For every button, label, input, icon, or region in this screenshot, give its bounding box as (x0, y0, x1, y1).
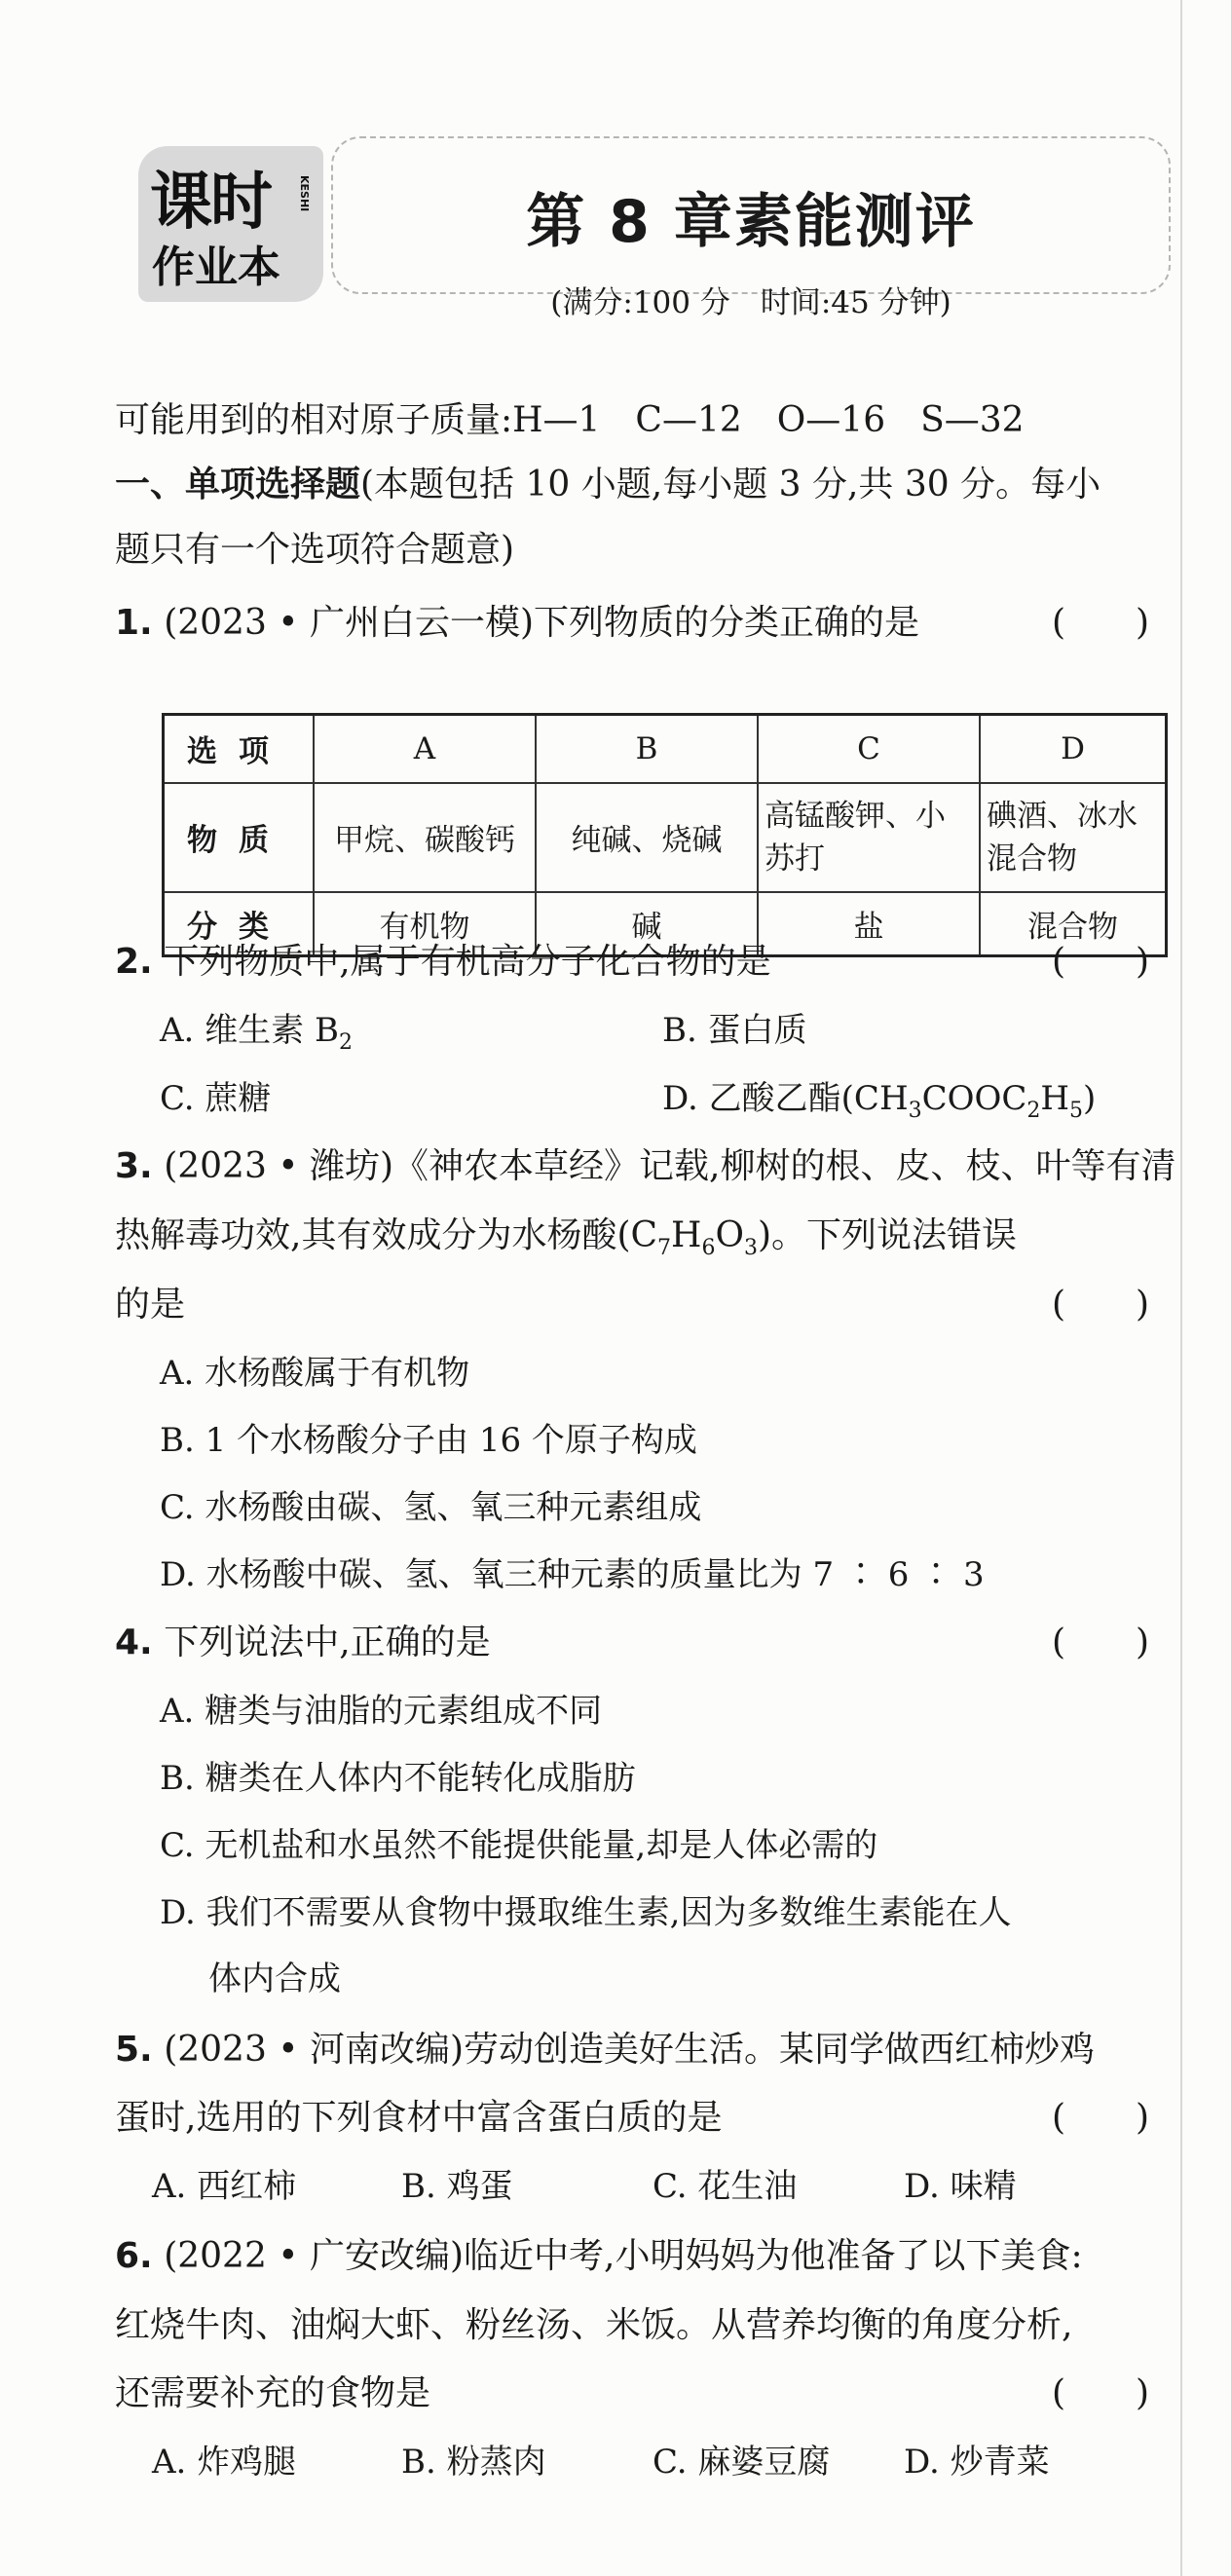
option-d: D. 炒青菜 (904, 2443, 1050, 2482)
question-text-cont: 的是 (115, 1285, 186, 1325)
section-heading: 一、单项选择题 (115, 465, 361, 504)
question-text: (2023 • 潍坊)《神农本草经》记载,柳树的根、皮、枝、叶等有清 (164, 1146, 1176, 1186)
option-a: A. 水杨酸属于有机物 (160, 1354, 470, 1393)
option-a: A. 糖类与油脂的元素组成不同 (160, 1692, 603, 1731)
table-header-cell: 分类 (164, 892, 315, 956)
table-cell: A (314, 715, 536, 783)
option-d (662, 1079, 1096, 1131)
answer-blank-4: ( ) (1052, 1623, 1150, 1662)
section-heading-line (115, 466, 1100, 504)
question-text: 下列物质中,属于有机高分子化合物的是 (164, 942, 771, 982)
logo-line2: 作业本 (152, 243, 280, 292)
question-text-cont (115, 1216, 1017, 1268)
question-4 (115, 1624, 491, 1662)
option-a (160, 1011, 353, 1063)
table-cell: C (758, 715, 980, 783)
question-text: (2023 • 河南改编)劳动创造美好生活。某同学做西红柿炒鸡 (164, 2030, 1096, 2070)
table-cell: 混合物 (980, 892, 1167, 956)
table-cell: 碘酒、冰水混合物 (980, 783, 1167, 892)
option-text: H (1040, 1079, 1070, 1118)
subscript: 3 (908, 1098, 922, 1123)
question-text: 下列说法中,正确的是 (164, 1623, 491, 1662)
option-b: B. 粉蒸肉 (401, 2443, 546, 2482)
question-text-cont: 红烧牛肉、油焖大虾、粉丝汤、米饭。从营养均衡的角度分析, (115, 2305, 1073, 2345)
question-number: 5. (115, 2030, 153, 2070)
subscript: 6 (701, 1236, 716, 1261)
question-1 (115, 604, 919, 643)
section-desc: (本题包括 10 小题,每小题 3 分,共 30 分。每小 (360, 465, 1101, 504)
question-3 (115, 1147, 1175, 1186)
option-text: D. 乙酸乙酯(CH (662, 1079, 909, 1118)
question-text-cont: 还需要补充的食物是 (115, 2373, 431, 2413)
option-text: A. 维生素 B (160, 1011, 339, 1050)
question-text: (2023 • 广州白云一模)下列物质的分类正确的是 (164, 603, 920, 643)
option-text: COOC (921, 1079, 1027, 1118)
option-c: C. 麻婆豆腐 (653, 2443, 831, 2482)
subscript: 2 (1026, 1098, 1041, 1123)
section-desc-cont: 题只有一个选项符合题意) (115, 530, 515, 570)
question-number: 6. (115, 2236, 153, 2276)
table-cell: 碱 (536, 892, 758, 956)
table-header-cell: 选项 (164, 715, 315, 783)
option-d-cont: 体内合成 (208, 1960, 341, 1998)
page-title: 第 8 章素能测评 (526, 188, 976, 256)
option-d: D. 味精 (904, 2167, 1017, 2206)
question-text: O (715, 1215, 744, 1255)
question-text-cont: 蛋时,选用的下列食材中富含蛋白质的是 (115, 2098, 723, 2138)
option-c: C. 花生油 (653, 2167, 798, 2206)
table-cell: 甲烷、碳酸钙 (314, 783, 536, 892)
question-text: )。下列说法错误 (757, 1215, 1018, 1255)
table-row (164, 715, 1167, 783)
option-c: C. 无机盐和水虽然不能提供能量,却是人体必需的 (160, 1826, 878, 1865)
question-text: H (671, 1215, 702, 1255)
table-cell: 盐 (758, 892, 980, 956)
subscript: 5 (1069, 1098, 1084, 1123)
q1-table (162, 713, 1168, 957)
atomic-masses: 可能用到的相对原子质量:H—1 C—12 O—16 S—32 (115, 400, 1025, 440)
question-6 (115, 2237, 1083, 2276)
question-number: 4. (115, 1623, 153, 1662)
subscript: 7 (657, 1236, 672, 1261)
answer-blank-6: ( ) (1052, 2373, 1150, 2413)
margin-line (1180, 0, 1182, 2576)
option-a: A. 西红柿 (152, 2167, 297, 2206)
answer-blank-5: ( ) (1052, 2098, 1150, 2138)
table-header-cell: 物质 (164, 783, 315, 892)
table-cell: B (536, 715, 758, 783)
answer-blank-1: ( ) (1052, 603, 1150, 643)
option-b: B. 1 个水杨酸分子由 16 个原子构成 (160, 1421, 697, 1460)
option-b: B. 蛋白质 (662, 1011, 807, 1050)
option-c: C. 水杨酸由碳、氢、氧三种元素组成 (160, 1488, 702, 1527)
question-number: 1. (115, 603, 153, 643)
table-cell: D (980, 715, 1167, 783)
option-a: A. 炸鸡腿 (152, 2443, 297, 2482)
question-text: 热解毒功效,其有效成分为水杨酸(C (115, 1215, 658, 1255)
answer-blank-2: ( ) (1052, 942, 1150, 982)
logo-line1: 课时 (150, 167, 271, 239)
logo-pinyin: KESHI (298, 175, 311, 212)
question-number: 2. (115, 942, 153, 982)
question-2 (115, 943, 771, 982)
question-text: (2022 • 广安改编)临近中考,小明妈妈为他准备了以下美食: (164, 2236, 1083, 2276)
option-b: B. 鸡蛋 (401, 2167, 513, 2206)
option-b: B. 糖类在人体内不能转化成脂肪 (160, 1759, 636, 1798)
table-cell: 高锰酸钾、小苏打 (758, 783, 980, 892)
option-d: D. 我们不需要从食物中摄取维生素,因为多数维生素能在人 (160, 1893, 1012, 1932)
table-cell: 纯碱、烧碱 (536, 783, 758, 892)
option-text: ) (1083, 1079, 1097, 1118)
option-d: D. 水杨酸中碳、氢、氧三种元素的质量比为 7 ∶ 6 ∶ 3 (160, 1555, 985, 1594)
table-row (164, 783, 1167, 892)
answer-blank-3: ( ) (1052, 1285, 1150, 1325)
option-c: C. 蔗糖 (160, 1079, 272, 1118)
subscript: 3 (743, 1236, 758, 1261)
page-subtitle: (满分:100 分 时间:45 分钟) (550, 285, 951, 320)
table-cell: 有机物 (314, 892, 536, 956)
question-number: 3. (115, 1146, 153, 1186)
logo (138, 146, 323, 302)
question-5 (115, 2031, 1095, 2070)
subscript: 2 (338, 1029, 353, 1055)
